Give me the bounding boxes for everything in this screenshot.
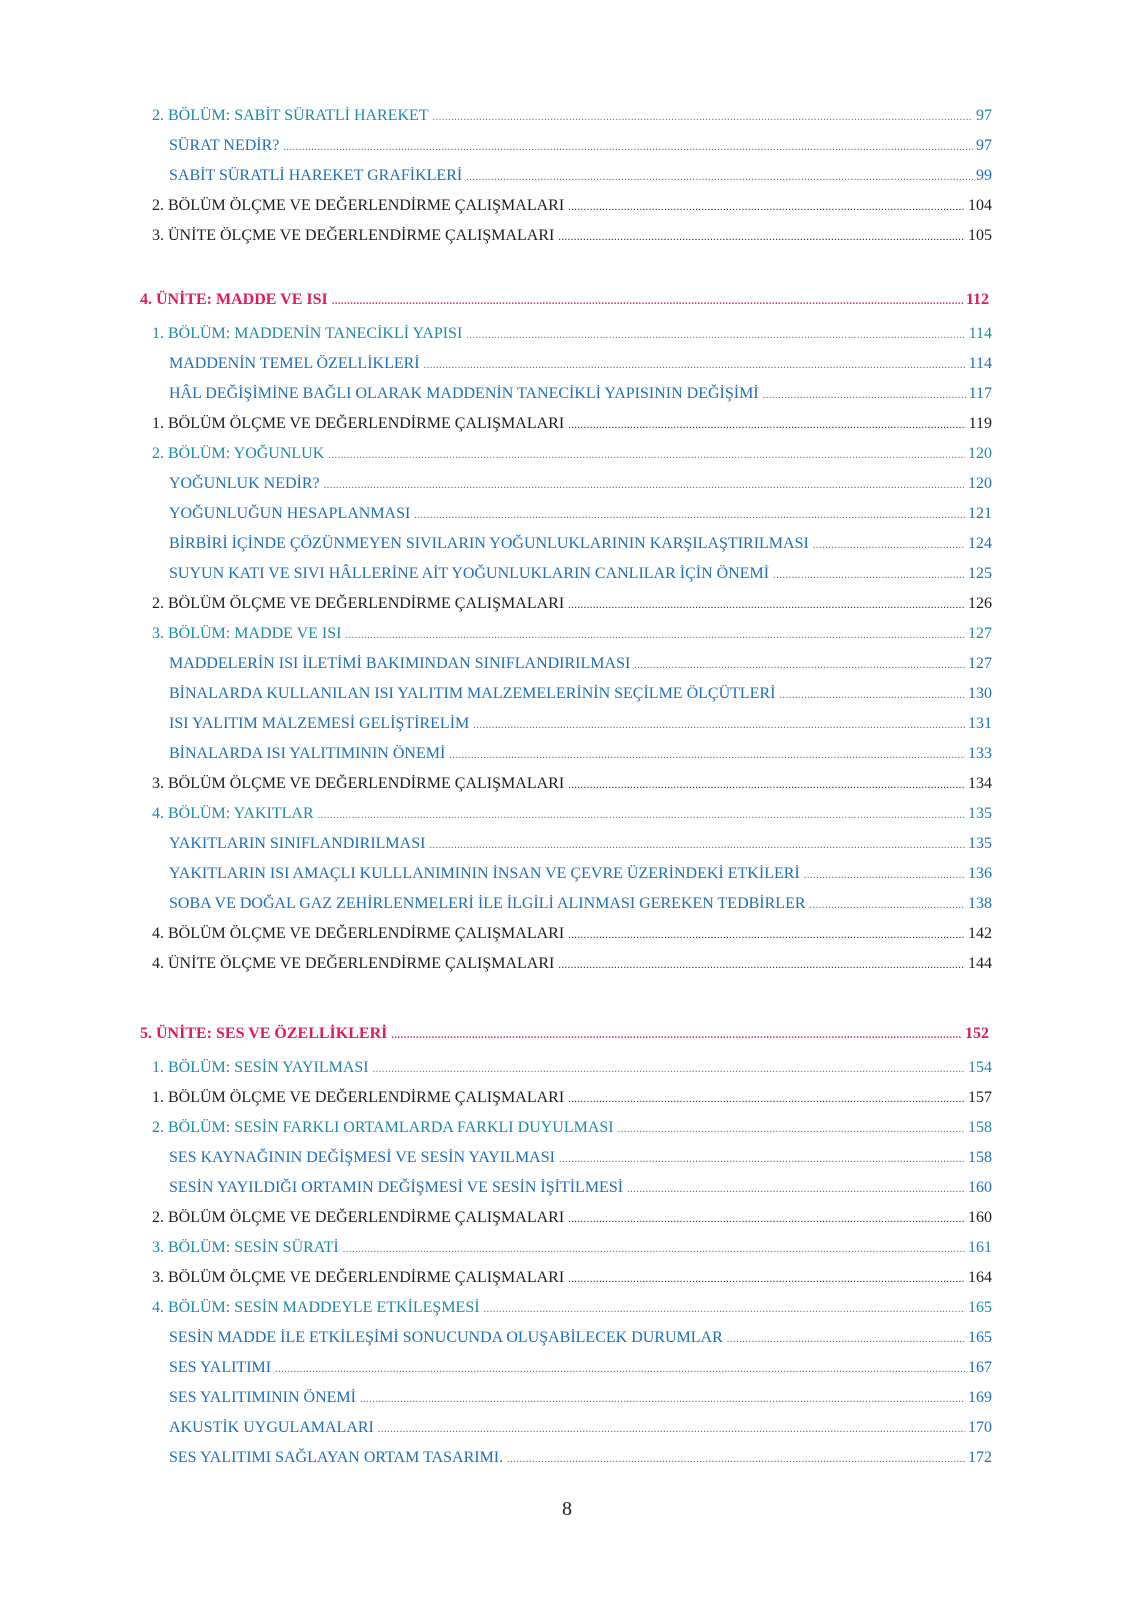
toc-entry-page: 138 [968, 895, 992, 912]
leader-dots [484, 1300, 965, 1320]
toc-entry-label: SABİT SÜRATLİ HAREKET GRAFİKLERİ [169, 167, 463, 184]
toc-entry[interactable] [169, 684, 992, 706]
toc-entry-label: 1. BÖLÜM ÖLÇME VE DEĞERLENDİRME ÇALIŞMALARI [152, 1089, 565, 1106]
toc-entry-label: 1. BÖLÜM ÖLÇME VE DEĞERLENDİRME ÇALIŞMALARI [152, 415, 565, 432]
leader-dots [568, 416, 965, 436]
toc-entry[interactable] [169, 384, 992, 406]
leader-dots [773, 566, 965, 586]
toc-entry-label: 2. BÖLÜM: YOĞUNLUK [152, 445, 325, 462]
toc-entry-page: 121 [968, 505, 992, 522]
toc-entry[interactable] [169, 894, 992, 916]
leader-dots [433, 108, 973, 128]
toc-entry-label: 2. BÖLÜM: SESİN FARKLI ORTAMLARDA FARKLI DUYULMASI [152, 1119, 614, 1136]
leader-dots [429, 836, 965, 856]
toc-entry-page: 144 [968, 955, 992, 972]
leader-dots [414, 506, 965, 526]
toc-entry[interactable] [169, 744, 992, 766]
toc-entry-page: 154 [968, 1059, 992, 1076]
toc-entry-label: SUYUN KATI VE SIVI HÂLLERİNE AİT YOĞUNLUKLARIN CANLILAR İÇİN ÖNEMİ [169, 565, 770, 582]
leader-dots [360, 1390, 965, 1410]
toc-entry-label: SES YALITIMI SAĞLAYAN ORTAM TASARIMI. [169, 1449, 504, 1466]
toc-entry-page: 158 [968, 1119, 992, 1136]
toc-entry[interactable] [169, 1178, 992, 1200]
toc-entry-page: 136 [968, 865, 992, 882]
toc-entry-page: 124 [968, 535, 992, 552]
toc-entry-page: 134 [968, 775, 992, 792]
toc-entry[interactable] [152, 226, 992, 248]
toc-entry-page: 119 [968, 415, 992, 432]
toc-entry-label: 3. ÜNİTE ÖLÇME VE DEĞERLENDİRME ÇALIŞMALARI [152, 227, 555, 244]
toc-entry[interactable] [152, 954, 992, 976]
toc-entry-label: 4. ÜNİTE: MADDE VE ISI [140, 291, 328, 308]
leader-dots [473, 716, 965, 736]
toc-entry-page: 142 [968, 925, 992, 942]
toc-entry-page: 131 [968, 715, 992, 732]
leader-dots [373, 1060, 965, 1080]
leader-dots [558, 228, 965, 248]
toc-entry-label: 1. BÖLÜM: SESİN YAYILMASI [152, 1059, 369, 1076]
toc-entry-page: 120 [968, 445, 992, 462]
leader-dots [332, 292, 963, 312]
toc-entry[interactable] [169, 1418, 992, 1440]
toc-entry-label: 2. BÖLÜM: SABİT SÜRATLİ HAREKET [152, 107, 429, 124]
toc-entry-label: SES YALITIMI [169, 1359, 272, 1376]
toc-entry-label: 3. BÖLÜM ÖLÇME VE DEĞERLENDİRME ÇALIŞMALARI [152, 1269, 565, 1286]
toc-entry-page: 160 [968, 1179, 992, 1196]
toc-entry-page: 127 [968, 655, 992, 672]
toc-entry-page: 99 [976, 167, 992, 184]
leader-dots [328, 446, 965, 466]
toc-entry-page: 165 [968, 1329, 992, 1346]
toc-entry-label: 3. BÖLÜM: SESİN SÜRATİ [152, 1239, 339, 1256]
toc-entry-label: SÜRAT NEDİR? [169, 137, 280, 154]
toc-unit-heading[interactable] [140, 290, 989, 312]
toc-entry[interactable] [152, 594, 992, 616]
toc-entry-page: 133 [968, 745, 992, 762]
toc-entry[interactable] [152, 624, 992, 646]
toc-entry-label: SES KAYNAĞININ DEĞİŞMESİ VE SESİN YAYILMASI [169, 1149, 555, 1166]
leader-dots [568, 776, 965, 796]
toc-entry-page: 105 [968, 227, 992, 244]
toc-entry-label: SES YALITIMININ ÖNEMİ [169, 1389, 356, 1406]
toc-entry-label: YOĞUNLUĞUN HESAPLANMASI [169, 505, 411, 522]
leader-dots [343, 1240, 965, 1260]
toc-entry[interactable] [169, 354, 992, 376]
toc-entry[interactable] [152, 924, 992, 946]
leader-dots [449, 746, 965, 766]
toc-entry[interactable] [152, 1238, 992, 1260]
toc-entry[interactable] [152, 1268, 992, 1290]
toc-entry-label: SESİN MADDE İLE ETKİLEŞİMİ SONUCUNDA OLUŞABİLECEK DURUMLAR [169, 1329, 723, 1346]
toc-entry[interactable] [169, 1148, 992, 1170]
leader-dots [813, 536, 965, 556]
toc-entry-page: 120 [968, 475, 992, 492]
toc-entry-page: 114 [968, 325, 992, 342]
toc-entry[interactable] [152, 1208, 992, 1230]
toc-entry-label: BİNALARDA ISI YALITIMININ ÖNEMİ [169, 745, 446, 762]
toc-entry-label: 3. BÖLÜM: MADDE VE ISI [152, 625, 342, 642]
leader-dots [779, 686, 965, 706]
toc-entry-page: 125 [968, 565, 992, 582]
toc-entry-label: MADDENİN TEMEL ÖZELLİKLERİ [169, 355, 420, 372]
toc-entry-label: 4. BÖLÜM: SESİN MADDEYLE ETKİLEŞMESİ [152, 1299, 480, 1316]
toc-entry-page: 165 [968, 1299, 992, 1316]
toc-entry-page: 104 [968, 197, 992, 214]
toc-entry-label: 1. BÖLÜM: MADDENİN TANECİKLİ YAPISI [152, 325, 463, 342]
toc-entry-label: HÂL DEĞİŞİMİNE BAĞLI OLARAK MADDENİN TANECİKLİ YAPISININ DEĞİŞİMİ [169, 385, 759, 402]
toc-entry-page: 167 [968, 1359, 992, 1376]
toc-entry[interactable] [152, 1118, 992, 1140]
toc-entry-page: 135 [968, 835, 992, 852]
toc-entry-page: 152 [965, 1025, 989, 1042]
leader-dots [568, 926, 965, 946]
toc-entry[interactable] [169, 166, 992, 188]
toc-entry-page: 127 [968, 625, 992, 642]
toc-entry-label: SOBA VE DOĞAL GAZ ZEHİRLENMELERİ İLE İLGİLİ ALINMASI GEREKEN TEDBİRLER [169, 895, 806, 912]
toc-entry-label: SESİN YAYILDIĞI ORTAMIN DEĞİŞMESİ VE SESİN İŞİTİLMESİ [169, 1179, 624, 1196]
toc-entry[interactable] [152, 196, 992, 218]
toc-entry-page: 130 [968, 685, 992, 702]
leader-dots [618, 1120, 965, 1140]
toc-entry[interactable] [169, 136, 992, 158]
toc-entry-label: BİNALARDA KULLANILAN ISI YALITIM MALZEMELERİNİN SEÇİLME ÖLÇÜTLERİ [169, 685, 776, 702]
toc-entry-page: 126 [968, 595, 992, 612]
leader-dots [627, 1180, 965, 1200]
toc-entry-label: 4. BÖLÜM: YAKITLAR [152, 805, 314, 822]
toc-entry[interactable] [169, 714, 992, 736]
leader-dots [634, 656, 965, 676]
leader-dots [507, 1450, 965, 1470]
toc-entry-label: BİRBİRİ İÇİNDE ÇÖZÜNMEYEN SIVILARIN YOĞUNLUKLARININ KARŞILAŞTIRILMASI [169, 535, 809, 552]
toc-entry-label: 2. BÖLÜM ÖLÇME VE DEĞERLENDİRME ÇALIŞMALARI [152, 595, 565, 612]
leader-dots [318, 806, 965, 826]
leader-dots [804, 866, 965, 886]
toc-entry-label: YAKITLARIN SINIFLANDIRILMASI [169, 835, 426, 852]
toc-entry-page: 172 [968, 1449, 992, 1466]
toc-entry-page: 157 [968, 1089, 992, 1106]
toc-entry-label: 2. BÖLÜM ÖLÇME VE DEĞERLENDİRME ÇALIŞMALARI [152, 1209, 565, 1226]
toc-entry-label: 5. ÜNİTE: SES VE ÖZELLİKLERİ [140, 1025, 388, 1042]
toc-entry-label: YOĞUNLUK NEDİR? [169, 475, 320, 492]
toc-entry[interactable] [169, 474, 992, 496]
toc-entry[interactable] [169, 1358, 992, 1380]
toc-entry-label: AKUSTİK UYGULAMALARI [169, 1419, 374, 1436]
toc-entry-page: 160 [968, 1209, 992, 1226]
leader-dots [763, 386, 966, 406]
leader-dots [559, 1150, 965, 1170]
leader-dots [568, 198, 965, 218]
toc-entry[interactable] [152, 106, 992, 128]
toc-entry-page: 97 [976, 107, 992, 124]
toc-entry-label: 4. ÜNİTE ÖLÇME VE DEĞERLENDİRME ÇALIŞMALARI [152, 955, 555, 972]
toc-entry[interactable] [152, 774, 992, 796]
toc-entry[interactable] [152, 324, 992, 346]
leader-dots [378, 1420, 965, 1440]
toc-entry-page: 169 [968, 1389, 992, 1406]
toc-entry[interactable] [169, 864, 992, 886]
leader-dots [466, 326, 965, 346]
toc-entry-page: 161 [968, 1239, 992, 1256]
toc-unit-heading[interactable] [140, 1024, 989, 1046]
toc-entry-label: 3. BÖLÜM ÖLÇME VE DEĞERLENDİRME ÇALIŞMALARI [152, 775, 565, 792]
toc-entry[interactable] [152, 804, 992, 826]
toc-entry-label: 4. BÖLÜM ÖLÇME VE DEĞERLENDİRME ÇALIŞMALARI [152, 925, 565, 942]
leader-dots [727, 1330, 965, 1350]
toc-entry[interactable] [169, 1388, 992, 1410]
leader-dots [810, 896, 965, 916]
leader-dots [424, 356, 966, 376]
leader-dots [568, 596, 965, 616]
toc-entry-page: 117 [968, 385, 992, 402]
toc-entry[interactable] [169, 504, 992, 526]
leader-dots [283, 138, 973, 158]
toc-entry-label: ISI YALITIM MALZEMESİ GELİŞTİRELİM [169, 715, 470, 732]
toc-entry[interactable] [169, 534, 992, 556]
leader-dots [466, 168, 973, 188]
toc-entry[interactable] [169, 654, 992, 676]
leader-dots [568, 1210, 965, 1230]
toc-entry-page: 164 [968, 1269, 992, 1286]
toc-entry-label: MADDELERİN ISI İLETİMİ BAKIMINDAN SINIFLANDIRILMASI [169, 655, 631, 672]
leader-dots [391, 1026, 962, 1046]
leader-dots [345, 626, 965, 646]
page-number: 8 [562, 1498, 572, 1520]
leader-dots [275, 1360, 965, 1380]
leader-dots [568, 1090, 965, 1110]
toc-entry[interactable] [169, 564, 992, 586]
toc-entry[interactable] [169, 1448, 992, 1470]
leader-dots [324, 476, 965, 496]
toc-entry[interactable] [152, 1058, 992, 1080]
toc-entry[interactable] [152, 444, 992, 466]
toc-entry-label: 2. BÖLÜM ÖLÇME VE DEĞERLENDİRME ÇALIŞMALARI [152, 197, 565, 214]
toc-entry[interactable] [169, 834, 992, 856]
toc-entry-page: 158 [968, 1149, 992, 1166]
toc-entry[interactable] [152, 1088, 992, 1110]
leader-dots [568, 1270, 965, 1290]
toc-entry-label: YAKITLARIN ISI AMAÇLI KULLLANIMININ İNSAN VE ÇEVRE ÜZERİNDEKİ ETKİLERİ [169, 865, 800, 882]
leader-dots [558, 956, 965, 976]
toc-entry-page: 112 [965, 291, 989, 308]
toc-entry-page: 97 [976, 137, 992, 154]
toc-entry[interactable] [152, 1298, 992, 1320]
toc-entry[interactable] [169, 1328, 992, 1350]
toc-entry[interactable] [152, 414, 992, 436]
toc-entry-page: 135 [968, 805, 992, 822]
toc-entry-page: 170 [968, 1419, 992, 1436]
toc-entry-page: 114 [968, 355, 992, 372]
